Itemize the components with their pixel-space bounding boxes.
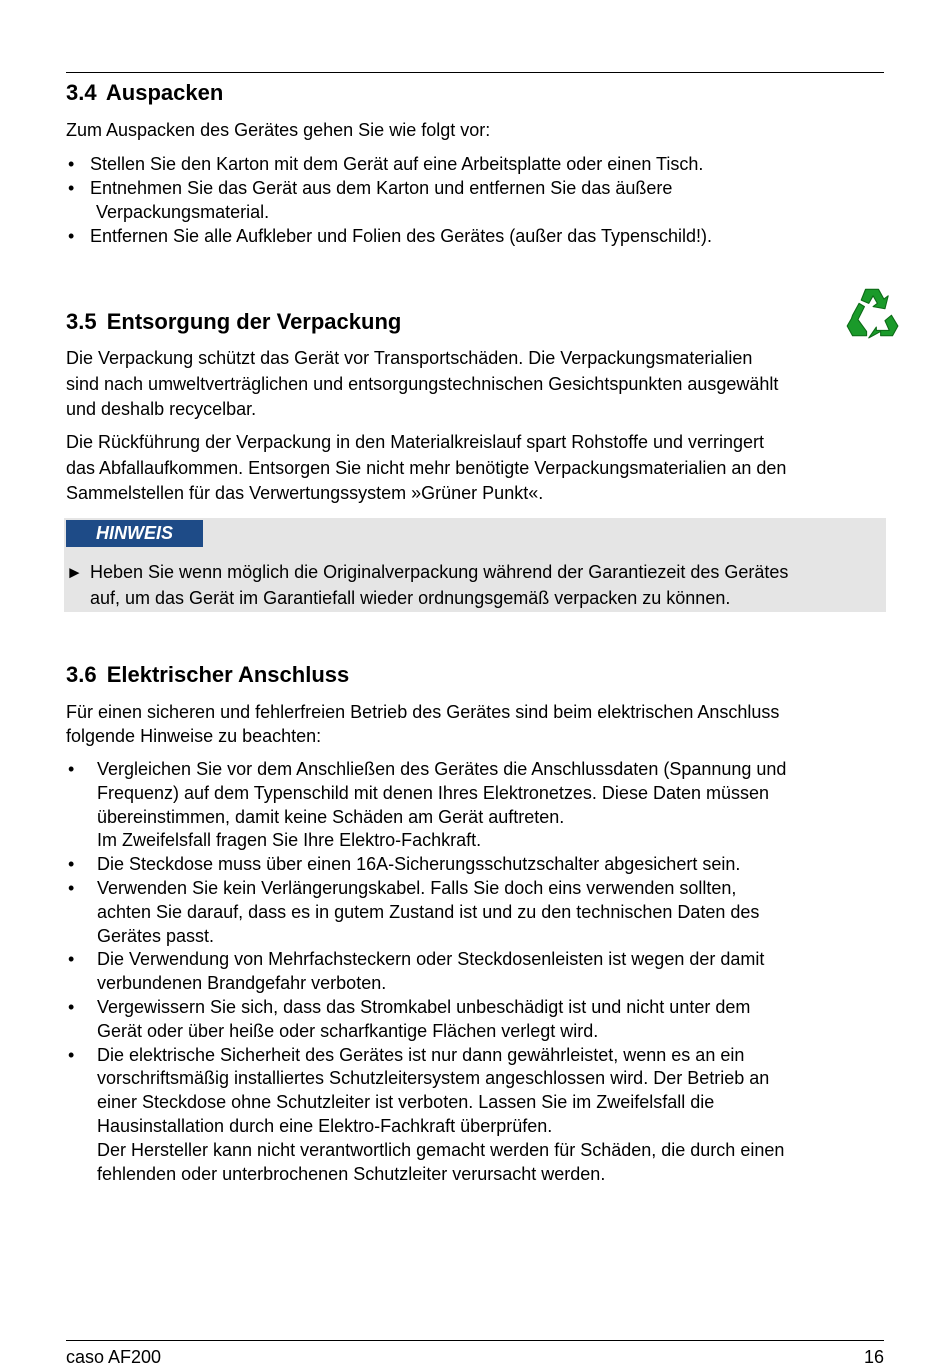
section-number: 3.5 <box>66 309 97 334</box>
section-heading-3-4 <box>66 80 223 106</box>
section-title: Auspacken <box>105 80 224 105</box>
packaging-paragraph-1: Die Verpackung schützt das Gerät vor Transportschäden. Die Verpackungsmaterialien sind nach umweltverträglichen und entsorgungstechnischen Gesichtspunkten ausgewählt und deshalb recycelbar. <box>66 348 779 419</box>
list-item: • Die elektrische Sicherheit des Gerätes ist nur dann gewährleistet, wenn es an ein vorschriftsmäßig installiertes Schutzleitersystem angeschlossen wird. Der Betrieb an einer Steckdose ohne Schutzleiter ist verboten. Lassen Sie im Zweifelsfall die Hausinstallation durch eine Elektro-Fachkraft überprüfen. Der Hersteller kann nicht verantwortlich gemacht werden für Schäden, die durch einen fehlenden oder unterbrochenen Schutzleiter verursacht werden. <box>66 1044 886 1187</box>
packaging-paragraph-2: Die Rückführung der Verpackung in den Materialkreislauf spart Rohstoffe und verringert das Abfallaufkommen. Entsorgen Sie nicht mehr benötigte Verpackungsmaterialien an den Sammelstellen für das Verwertungssystem »Grüner Punkt«. <box>66 432 787 503</box>
section-intro: Für einen sicheren und fehlerfreien Betrieb des Gerätes sind beim elektrischen Anschluss folgende Hinweise zu beachten: <box>66 702 780 746</box>
page-number: 16 <box>863 1347 884 1367</box>
note-label: HINWEIS <box>66 520 203 547</box>
section-heading-3-5 <box>66 309 401 335</box>
section-intro: Zum Auspacken des Gerätes gehen Sie wie folgt vor: <box>66 120 491 140</box>
section-number: 3.6 <box>66 662 97 687</box>
unpacking-steps-list <box>66 152 886 248</box>
section-title: Elektrischer Anschluss <box>106 662 350 687</box>
list-item: • Stellen Sie den Karton mit dem Gerät auf eine Arbeitsplatte oder einen Tisch. <box>66 152 886 176</box>
recycle-icon <box>845 285 899 339</box>
list-item: • Entnehmen Sie das Gerät aus dem Karton und entfernen Sie das äußere Verpackungsmaterial. <box>66 176 886 224</box>
footer-model: caso AF200 <box>66 1347 162 1367</box>
list-item: • Die Steckdose muss über einen 16A-Sicherungsschutzschalter abgesichert sein. <box>66 853 886 877</box>
arrow-right-icon: ► <box>66 563 83 582</box>
list-item: • Verwenden Sie kein Verlängerungskabel. Falls Sie doch eins verwenden sollten, achten Sie darauf, dass es in gutem Zustand ist und zu den technischen Daten des Gerätes passt. <box>66 877 886 948</box>
electrical-notes-list <box>66 758 886 1186</box>
list-item: • Entfernen Sie alle Aufkleber und Folien des Gerätes (außer das Typenschild!). <box>66 224 886 248</box>
top-rule <box>66 72 884 73</box>
note-text: ► Heben Sie wenn möglich die Originalverpackung während der Garantiezeit des Gerätes auf, um das Gerät im Garantiefall wieder ordnungsgemäß verpacken zu können. <box>66 562 789 608</box>
list-item: • Die Verwendung von Mehrfachsteckern oder Steckdosenleisten ist wegen der damit verbundenen Brandgefahr verboten. <box>66 948 886 996</box>
section-heading-3-6 <box>66 662 349 688</box>
section-title: Entsorgung der Verpackung <box>106 309 402 334</box>
section-number: 3.4 <box>66 80 97 105</box>
list-item: • Vergewissern Sie sich, dass das Stromkabel unbeschädigt ist und nicht unter dem Gerät oder über heiße oder scharfkantige Flächen verlegt wird. <box>66 996 886 1044</box>
footer-rule <box>66 1340 884 1341</box>
list-item: • Vergleichen Sie vor dem Anschließen des Gerätes die Anschlussdaten (Spannung und Frequenz) auf dem Typenschild mit denen Ihres Elektronetzes. Diese Daten müssen übereinstimmen, damit keine Schäden am Gerät auftreten. Im Zweifelsfall fragen Sie Ihre Elektro-Fachkraft. <box>66 758 886 853</box>
